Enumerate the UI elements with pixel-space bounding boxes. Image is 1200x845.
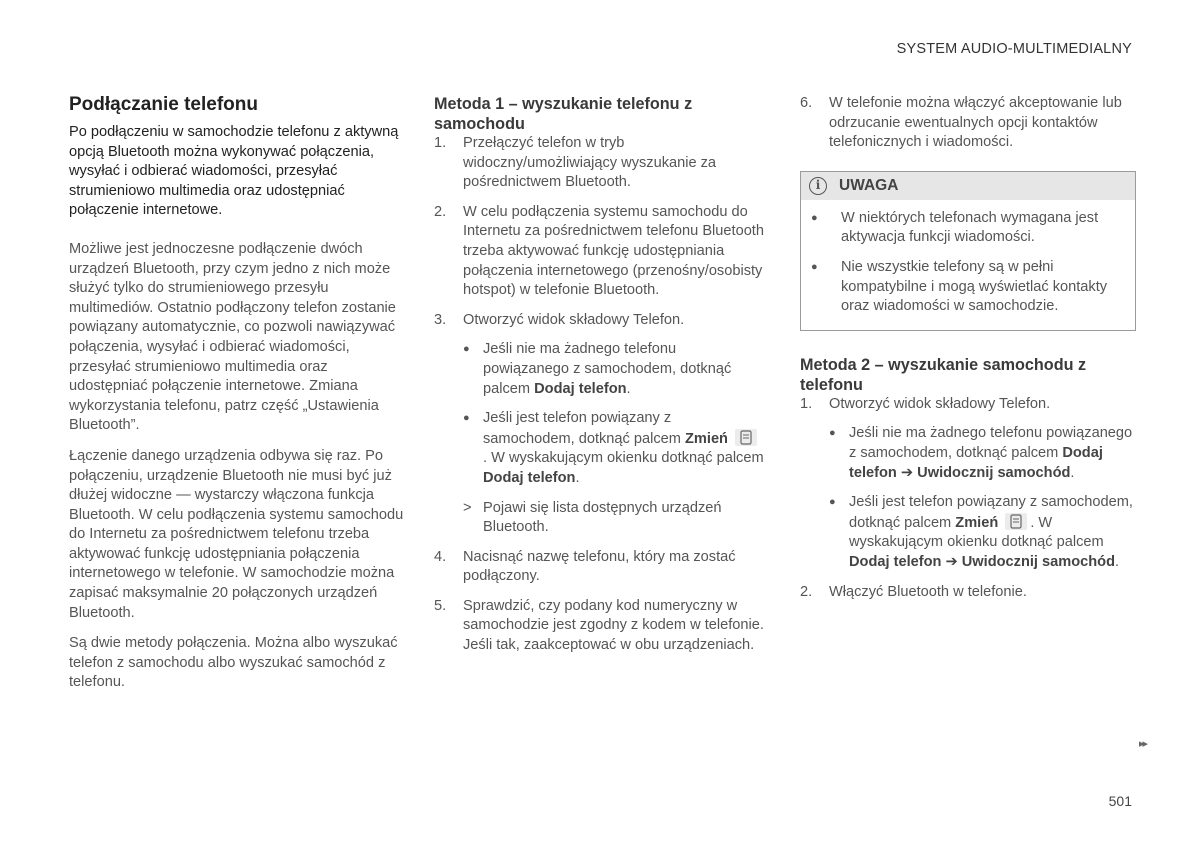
step-number: 6. bbox=[800, 95, 813, 111]
bullet-text: Jeśli nie ma żadnego telefonu powiązanego z samochodem, dotknąć palcem bbox=[483, 341, 732, 397]
page-title: Podłączanie telefonu bbox=[69, 94, 258, 115]
step-4 bbox=[434, 548, 764, 587]
step-text: Otworzyć widok składowy Telefon. bbox=[829, 395, 1051, 412]
note-box bbox=[800, 171, 1136, 331]
bullet-dot-icon: ● bbox=[463, 343, 470, 356]
step-number: 5. bbox=[434, 597, 447, 614]
step-number: 2. bbox=[434, 203, 447, 220]
step-number: 4. bbox=[434, 548, 447, 565]
bullet-no-phone bbox=[463, 340, 764, 399]
bullet-text: Jeśli nie ma żadnego telefonu powiązanego z samochodem, dotknąć palcem bbox=[849, 425, 1133, 461]
step-1 bbox=[434, 134, 764, 193]
info-icon: i bbox=[809, 177, 827, 195]
step-text: W telefonie można włączyć akceptowanie lub odrzucanie ewentualnych opcji kontaktów telefonicznych i wiadomości. bbox=[829, 95, 1122, 151]
bullet-has-phone bbox=[829, 493, 1136, 572]
add-phone-label: Dodaj telefon bbox=[483, 469, 576, 486]
step-text: Włączyć Bluetooth w telefonie. bbox=[829, 583, 1027, 600]
m2-step-1 bbox=[800, 395, 1136, 415]
bullet-dot-icon: ● bbox=[811, 260, 818, 273]
punctuation: . bbox=[1115, 553, 1120, 570]
intro-paragraph: Po podłączeniu w samochodzie telefonu z aktywną opcją Bluetooth można wykonywać połączenia, wysyłać i odbierać wiadomości, przesyłać strumieniowo multimedia oraz udostępniać połączenie internetowe. bbox=[69, 124, 399, 219]
bullet-text: Jeśli jest telefon powiązany z samochodem, dotknąć palcem bbox=[483, 410, 681, 447]
bullet-dot-icon: ● bbox=[829, 427, 836, 440]
note-title: UWAGA bbox=[839, 176, 899, 194]
result-line bbox=[463, 499, 764, 538]
step-3 bbox=[434, 311, 764, 331]
punctuation: . bbox=[575, 469, 580, 486]
bullet-text-mid: . W wyskakującym okienku dotknąć palcem bbox=[849, 514, 1104, 551]
bullet-dot-icon: ● bbox=[829, 496, 836, 509]
note-text: W niektórych telefonach wymagana jest aktywacja funkcji wiadomości. bbox=[841, 209, 1099, 246]
result-arrow-icon: > bbox=[463, 499, 472, 516]
step-number: 1. bbox=[800, 395, 813, 412]
method1-heading: Metoda 1 – wyszukanie telefonu z samochodu bbox=[434, 95, 693, 133]
add-phone-show-car-label: Dodaj telefon ➔ Uwidocznij samochód bbox=[849, 444, 1103, 481]
column-left bbox=[69, 94, 409, 704]
note-body bbox=[801, 200, 1135, 330]
add-phone-show-car-label: Dodaj telefon ➔ Uwidocznij samochód bbox=[849, 553, 1116, 570]
bullet-has-phone bbox=[463, 409, 764, 488]
section-header: SYSTEM AUDIO-MULTIMEDIALNY bbox=[896, 41, 1132, 57]
change-label: Zmień bbox=[685, 430, 728, 447]
bullet-dot-icon: ● bbox=[463, 412, 470, 425]
step-number: 2. bbox=[800, 583, 813, 600]
paragraph-methods: Są dwie metody połączenia. Można albo wyszukać telefon z samochodu albo wyszukać samochód z telefonu. bbox=[69, 635, 398, 691]
step-text: W celu podłączenia systemu samochodu do Internetu za pośrednictwem telefonu Bluetooth trzeba aktywować funkcję udostępniania połączenia internetowego (przenośny/osobisty hotspot) w telefonie Bluetooth. bbox=[463, 203, 764, 299]
note-bullet bbox=[811, 258, 1125, 317]
paragraph-pairing: Łączenie danego urządzenia odbywa się raz. Po połączeniu, urządzenie Bluetooth nie musi być już dłużej widoczne — wystarczy włączona funkcja Bluetooth. W celu podłączenia systemu samochodu do Internetu za pośrednictwem telefonu trzeba aktywować funkcję udostępniania połączenia internetowego w telefonie. W samochodzie można zapisać maksymalnie 20 połączonych urządzeń Bluetooth. bbox=[69, 447, 404, 621]
step-number: 3. bbox=[434, 311, 447, 328]
step-text: Otworzyć widok składowy Telefon. bbox=[463, 311, 685, 328]
phone-change-icon bbox=[1005, 513, 1027, 530]
paragraph-dual-devices: Możliwe jest jednoczesne podłączenie dwóch urządzeń Bluetooth, przy czym jedno z nich może służyć tylko do strumieniowego przesyłu multimediów. Ostatnio podłączony telefon zostanie powiązany automatycznie, co pozwoli nawiązywać połączenia, wysyłać i odbierać wiadomości, przesyłać strumieniowo multimedia oraz udostępniać połączenie internetowe. Zmiana wykorzystania telefonu, patrz część „Ustawienia Bluetooth”. bbox=[69, 240, 396, 434]
page-number: 501 bbox=[1108, 793, 1132, 809]
step-text: Przełączyć telefon w tryb widoczny/umożliwiający wyszukanie za pośrednictwem Bluetooth. bbox=[463, 135, 717, 191]
step-2 bbox=[434, 203, 764, 301]
step-text: Sprawdzić, czy podany kod numeryczny w samochodzie jest zgodny z kodem w telefonie. Jeśli tak, zaakceptować w obu urządzeniach. bbox=[463, 597, 764, 654]
step-6 bbox=[800, 94, 1136, 153]
method2-heading: Metoda 2 – wyszukanie samochodu z telefonu bbox=[800, 355, 1087, 394]
punctuation: . bbox=[1070, 464, 1075, 481]
note-bullet bbox=[811, 209, 1125, 248]
bullet-dot-icon: ● bbox=[811, 211, 818, 224]
step-number: 1. bbox=[434, 135, 447, 151]
step-text: Nacisnąć nazwę telefonu, który ma zostać podłączony. bbox=[463, 548, 736, 585]
continue-arrow-icon: ▸▸ bbox=[1138, 738, 1146, 750]
note-text: Nie wszystkie telefony są w pełni kompatybilne i mogą wyświetlać kontakty oraz wiadomości w samochodzie. bbox=[841, 258, 1108, 315]
bullet-no-phone bbox=[829, 424, 1136, 483]
punctuation: . bbox=[626, 380, 631, 397]
m2-step-2 bbox=[800, 583, 1136, 603]
step-5 bbox=[434, 597, 764, 656]
bullet-text-mid: . W wyskakującym okienku dotknąć palcem bbox=[483, 450, 764, 467]
change-label: Zmień bbox=[955, 514, 999, 531]
result-text: Pojawi się lista dostępnych urządzeń Bluetooth. bbox=[483, 499, 722, 536]
column-middle bbox=[434, 94, 764, 666]
phone-change-icon bbox=[735, 429, 757, 446]
column-right bbox=[800, 94, 1136, 612]
add-phone-label: Dodaj telefon bbox=[534, 380, 627, 397]
note-header bbox=[801, 172, 1135, 200]
bullet-text: Jeśli jest telefon powiązany z samochodem, dotknąć palcem bbox=[849, 494, 1133, 531]
